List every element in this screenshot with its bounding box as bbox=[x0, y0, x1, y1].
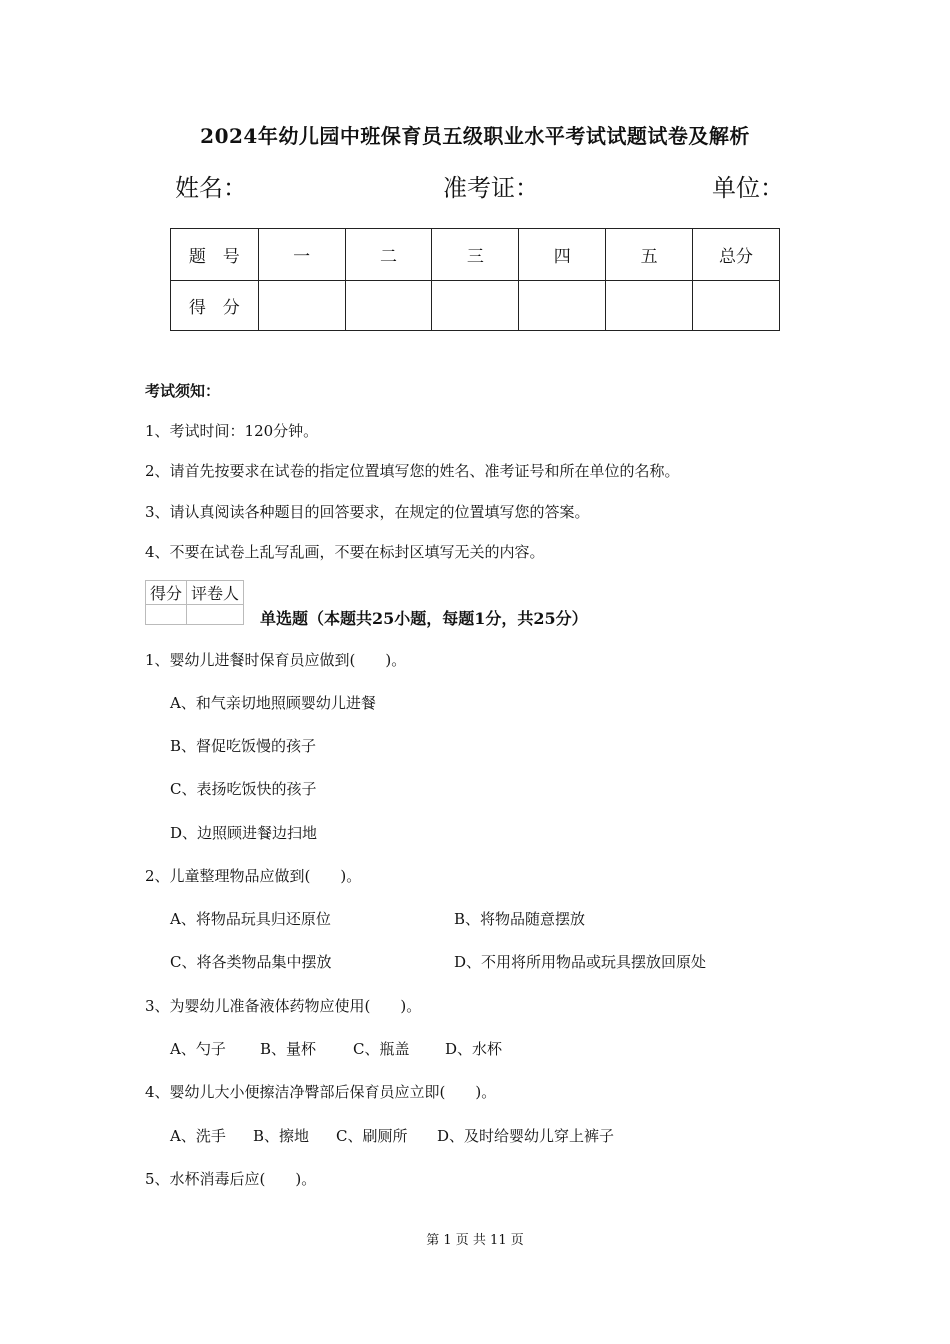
score-cell[interactable] bbox=[606, 281, 693, 331]
score-table-score-row bbox=[171, 281, 780, 331]
page-footer: 第 1 页 共 11 页 bbox=[426, 1233, 524, 1248]
notice-item: 3、请认真阅读各种题目的回答要求，在规定的位置填写您的答案。 bbox=[145, 503, 590, 521]
score-cell[interactable] bbox=[258, 281, 345, 331]
option-text: B、督促吃饭慢的孩子 bbox=[170, 737, 317, 755]
option-text: B、量杯 bbox=[260, 1040, 317, 1058]
option-text: C、刷厕所 bbox=[336, 1127, 408, 1145]
option-text: D、及时给婴幼儿穿上裤子 bbox=[437, 1127, 615, 1145]
unit-label: 单位： bbox=[712, 174, 784, 202]
option-text: A、和气亲切地照顾婴幼儿进餐 bbox=[170, 694, 376, 712]
option-text: D、边照顾进餐边扫地 bbox=[170, 824, 318, 842]
question-stem: 5、水杯消毒后应( )。 bbox=[145, 1170, 317, 1188]
question-stem: 1、婴幼儿进餐时保育员应做到( )。 bbox=[145, 651, 407, 669]
score-header-cell: 题 号 bbox=[171, 229, 259, 281]
grader-reviewer-cell[interactable] bbox=[187, 605, 244, 625]
option-text: A、勺子 bbox=[170, 1040, 226, 1058]
option-text: C、表扬吃饭快的孩子 bbox=[170, 780, 317, 798]
notice-item: 1、考试时间：120分钟。 bbox=[145, 422, 319, 440]
option-text: B、擦地 bbox=[253, 1127, 310, 1145]
grader-score-cell[interactable] bbox=[146, 605, 187, 625]
grader-score-label: 得分 bbox=[146, 581, 187, 605]
score-header-cell: 一 bbox=[258, 229, 345, 281]
name-label: 姓名： bbox=[175, 174, 247, 202]
section-title: 单选题（本题共25小题，每题1分，共25分） bbox=[260, 609, 588, 628]
score-row-label: 得 分 bbox=[171, 281, 259, 331]
notice-heading: 考试须知： bbox=[145, 382, 221, 400]
score-table bbox=[170, 228, 780, 331]
option-text: B、将物品随意摆放 bbox=[454, 910, 586, 928]
question-stem: 4、婴幼儿大小便擦洁净臀部后保育员应立即( )。 bbox=[145, 1083, 497, 1101]
option-text: D、不用将所用物品或玩具摆放回原处 bbox=[454, 953, 707, 971]
exam-title: 2024年幼儿园中班保育员五级职业水平考试试题试卷及解析 bbox=[200, 124, 750, 148]
score-header-cell: 三 bbox=[432, 229, 519, 281]
notice-item: 4、不要在试卷上乱写乱画，不要在标封区填写无关的内容。 bbox=[145, 543, 545, 561]
option-text: D、水杯 bbox=[445, 1040, 503, 1058]
notice-item: 2、请首先按要求在试卷的指定位置填写您的姓名、准考证号和所在单位的名称。 bbox=[145, 462, 680, 480]
score-header-cell: 二 bbox=[345, 229, 432, 281]
exam-id-label: 准考证： bbox=[443, 174, 539, 202]
score-cell[interactable] bbox=[693, 281, 780, 331]
score-header-cell: 五 bbox=[606, 229, 693, 281]
score-cell[interactable] bbox=[432, 281, 519, 331]
grader-reviewer-label: 评卷人 bbox=[187, 581, 244, 605]
score-header-cell: 总分 bbox=[693, 229, 780, 281]
grader-box bbox=[145, 580, 244, 625]
question-stem: 2、儿童整理物品应做到( )。 bbox=[145, 867, 362, 885]
option-text: C、瓶盖 bbox=[353, 1040, 410, 1058]
score-cell[interactable] bbox=[345, 281, 432, 331]
score-cell[interactable] bbox=[519, 281, 606, 331]
option-text: A、洗手 bbox=[170, 1127, 226, 1145]
question-stem: 3、为婴幼儿准备液体药物应使用( )。 bbox=[145, 997, 422, 1015]
option-text: C、将各类物品集中摆放 bbox=[170, 953, 332, 971]
option-text: A、将物品玩具归还原位 bbox=[170, 910, 331, 928]
score-header-cell: 四 bbox=[519, 229, 606, 281]
score-table-header-row bbox=[171, 229, 780, 281]
